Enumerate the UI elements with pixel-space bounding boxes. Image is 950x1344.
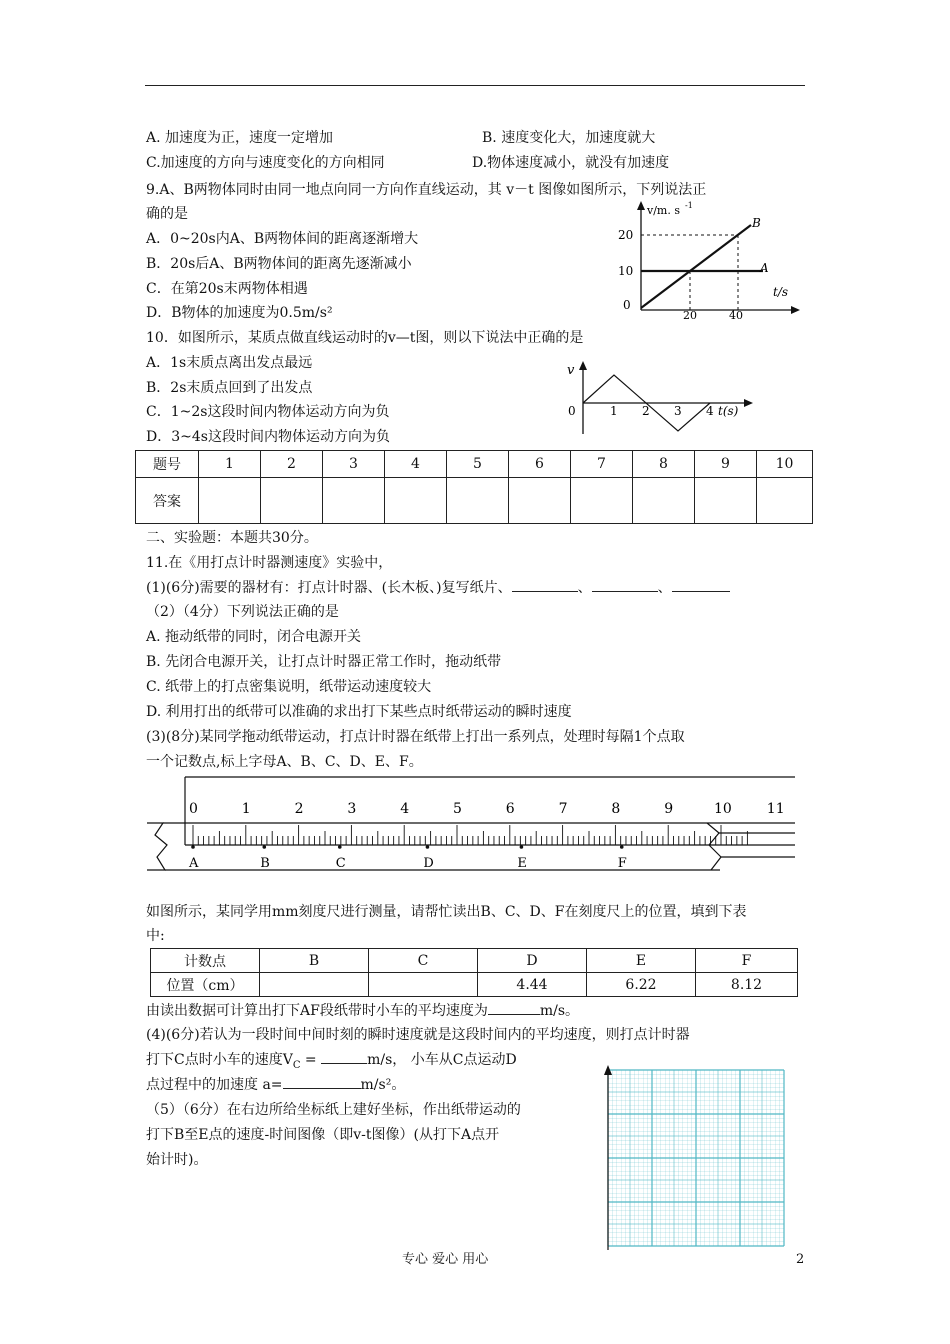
- ruler-figure: [145, 775, 805, 875]
- ruler-number: 1: [241, 801, 251, 817]
- q11-blank-1[interactable]: [512, 591, 578, 592]
- q11-part4-vc-sub: C: [292, 1059, 301, 1071]
- answer-number-3: 3: [323, 451, 385, 478]
- q11-option-a: A. 拖动纸带的同时，闭合电源开关: [146, 629, 362, 645]
- q11-average-line: [146, 1001, 579, 1021]
- tape-dot: [191, 845, 195, 849]
- q11-part4-vc-eq: =: [300, 1052, 322, 1068]
- q11-option-b: B. 先闭合电源开关，让打点计时器正常工作时，拖动纸带: [146, 654, 502, 670]
- position-row-head: 位置（cm）: [151, 973, 260, 997]
- q9-stem-line2: 确的是: [146, 206, 188, 222]
- q9-ytick-0: 0: [623, 298, 631, 312]
- footer-motto: 专心 爱心 用心: [402, 1252, 489, 1267]
- q11-average-post: m/s。: [539, 1003, 580, 1019]
- q9-vt-graph: [605, 198, 805, 320]
- tape-dot: [426, 845, 430, 849]
- q10-xtick-3: 3: [674, 404, 682, 418]
- q11-blank-3[interactable]: [672, 591, 730, 592]
- q11-part5-line3: 始计时)。: [146, 1152, 208, 1168]
- q10-xtick-4: 4: [706, 404, 714, 418]
- q9-y-label-sup: -1: [685, 201, 693, 210]
- q9-label-a: A: [760, 261, 769, 275]
- tape-point-label: C: [335, 856, 346, 871]
- q10-option-a: A．1s末质点离出发点最远: [146, 355, 313, 371]
- q10-xtick-2: 2: [642, 404, 650, 418]
- answer-table-head-answer: 答案: [136, 478, 199, 524]
- ruler-ticks: [193, 825, 747, 845]
- q8-option-b: B. 速度变化大，加速度就大: [482, 130, 656, 146]
- tape-point-label: A: [189, 856, 199, 871]
- q11-part3-line2: 一个记数点,标上字母A、B、C、D、E、F。: [146, 754, 423, 770]
- q9-y-arrow: [637, 201, 645, 210]
- section2-title: 二、实验题：本题共30分。: [146, 530, 318, 546]
- q9-line-b: [641, 225, 751, 308]
- ruler-number: 3: [347, 801, 357, 817]
- q9-option-d: D．B物体的加速度为0.5m/s²: [146, 305, 333, 321]
- position-label-b: B: [260, 949, 369, 973]
- tape-dot: [338, 845, 342, 849]
- q11-part5-line1: （5）（6分）在右边所给坐标纸上建好坐标，作出纸带运动的: [146, 1102, 521, 1118]
- header-rule: [145, 85, 805, 86]
- answer-cell-9[interactable]: [695, 478, 757, 524]
- q11-part4-line2: [146, 1050, 517, 1076]
- q10-x-arrow: [744, 399, 753, 407]
- ruler-number: 9: [664, 801, 674, 817]
- answer-cell-7[interactable]: [571, 478, 633, 524]
- q9-label-b: B: [752, 216, 761, 230]
- ruler-numbers: [189, 801, 785, 817]
- tape-point-label: D: [423, 856, 434, 871]
- answer-cell-1[interactable]: [199, 478, 261, 524]
- answer-number-8: 8: [633, 451, 695, 478]
- footer-page-number: 2: [796, 1252, 805, 1267]
- q10-option-d: D．3~4s这段时间内物体运动方向为负: [146, 429, 390, 445]
- answer-number-6: 6: [509, 451, 571, 478]
- ruler-number: 7: [558, 801, 568, 817]
- graph-paper[interactable]: [598, 1062, 790, 1254]
- q9-x-label: t/s: [773, 285, 789, 299]
- q11-option-c: C. 纸带上的打点密集说明，纸带运动速度较大: [146, 679, 432, 695]
- answer-cell-4[interactable]: [385, 478, 447, 524]
- q11-accel-blank[interactable]: [283, 1088, 361, 1089]
- q11-part5-line2: 打下B至E点的速度-时间图像（即v-t图像）(从打下A点开: [146, 1127, 500, 1143]
- q10-option-b: B．2s末质点回到了出发点: [146, 380, 313, 396]
- tape-dot: [620, 845, 624, 849]
- tape-points: [188, 845, 627, 871]
- q9-option-c: C．在第20s末两物体相遇: [146, 281, 308, 297]
- answer-number-7: 7: [571, 451, 633, 478]
- q10-vt-graph: [560, 358, 760, 438]
- position-value-b[interactable]: [260, 973, 369, 997]
- answer-number-9: 9: [695, 451, 757, 478]
- tape-point-label: E: [517, 856, 527, 871]
- answer-number-1: 1: [199, 451, 261, 478]
- answer-number-10: 10: [757, 451, 813, 478]
- tape-point-label: F: [617, 856, 627, 871]
- q9-xtick-20: 20: [683, 309, 697, 320]
- q9-xtick-40: 40: [729, 309, 743, 320]
- q10-y-arrow: [579, 361, 587, 370]
- answer-number-2: 2: [261, 451, 323, 478]
- answer-cell-6[interactable]: [509, 478, 571, 524]
- ruler-number: 0: [189, 801, 198, 817]
- position-table-head: 计数点: [151, 949, 260, 973]
- answer-table-head-number: 题号: [136, 451, 199, 478]
- q9-y-label: v/m. s: [647, 204, 680, 217]
- ruler-number: 11: [766, 801, 785, 817]
- q9-x-arrow: [791, 306, 800, 314]
- q9-option-a: A．0~20s内A、B两物体间的距离逐渐增大: [146, 231, 419, 247]
- q11-read-line2: 中:: [146, 928, 165, 944]
- q11-part4-a-pre: 点过程中的加速度 a=: [146, 1077, 283, 1093]
- tape-dot: [520, 845, 524, 849]
- tape-right-tear: [707, 823, 721, 870]
- answer-number-4: 4: [385, 451, 447, 478]
- ruler-number: 6: [505, 801, 515, 817]
- q9-option-b: B．20s后A、B两物体间的距离先逐渐减小: [146, 256, 412, 272]
- answer-cell-2[interactable]: [261, 478, 323, 524]
- position-table: [150, 948, 798, 997]
- ruler-number: 4: [400, 801, 410, 817]
- answer-cell-10[interactable]: [757, 478, 813, 524]
- position-label-f: F: [696, 949, 798, 973]
- q11-part3-line1: (3)(8分)某同学拖动纸带运动，打点计时器在纸带上打出一系列点，处理时每隔1个点取: [146, 729, 685, 745]
- q11-part1-text: (1)(6分)需要的器材有：打点计时器、(长木板、)复写纸片、: [146, 580, 512, 596]
- answer-cell-8[interactable]: [633, 478, 695, 524]
- q11-part4-a-post: m/s²。: [360, 1077, 406, 1093]
- position-value-f: 8.12: [696, 973, 798, 997]
- q11-part4-line1: (4)(6分)若认为一段时间中间时刻的瞬时速度就是这段时间内的平均速度，则打点计时器: [146, 1027, 690, 1043]
- ruler-number: 2: [294, 801, 304, 817]
- tape-point-label: B: [260, 856, 270, 871]
- q11-read-line1: 如图所示，某同学用mm刻度尺进行测量，请帮忙读出B、C、D、F在刻度尺上的位置，填到下表: [146, 904, 747, 920]
- q9-ytick-10: 10: [618, 264, 634, 278]
- answer-cell-3[interactable]: [323, 478, 385, 524]
- q11-average-blank[interactable]: [488, 1014, 540, 1015]
- q11-vc-blank[interactable]: [321, 1063, 367, 1064]
- q11-part4-vc-post: m/s， 小车从C点运动D: [367, 1052, 517, 1068]
- q11-part1: (1)(6分)需要的器材有：打点计时器、(长木板、)复写纸片、 、 、: [146, 578, 730, 598]
- ruler-number: 5: [453, 801, 462, 817]
- q10-stem: 10．如图所示，某质点做直线运动时的v—t图，则以下说法中正确的是: [146, 330, 584, 346]
- q8-option-c: C.加速度的方向与速度变化的方向相同: [146, 155, 385, 171]
- q10-origin: 0: [568, 404, 576, 418]
- ruler-number: 10: [714, 801, 732, 817]
- graph-paper-grid: [608, 1070, 784, 1246]
- tape-dot: [262, 845, 266, 849]
- position-label-d: D: [478, 949, 587, 973]
- q8-option-d: D.物体速度减小，就没有加速度: [472, 155, 670, 171]
- position-value-e: 6.22: [587, 973, 696, 997]
- position-value-d: 4.44: [478, 973, 587, 997]
- q8-option-a: A. 加速度为正，速度一定增加: [146, 130, 334, 146]
- ruler-number: 8: [611, 801, 621, 817]
- answer-number-5: 5: [447, 451, 509, 478]
- answer-table: [135, 450, 813, 524]
- q11-blank-2[interactable]: [592, 591, 658, 592]
- q11-part2: （2）（4分）下列说法正确的是: [146, 604, 339, 620]
- tape-left-tear: [147, 823, 167, 870]
- position-label-c: C: [369, 949, 478, 973]
- answer-cell-5[interactable]: [447, 478, 509, 524]
- q9-ytick-20: 20: [618, 228, 634, 242]
- q10-y-label: v: [567, 363, 575, 378]
- q10-x-label: t(s): [718, 404, 739, 418]
- q11-part4-vc-pre: 打下C点时小车的速度V: [146, 1052, 293, 1068]
- q10-option-c: C．1~2s这段时间内物体运动方向为负: [146, 404, 390, 420]
- q9-stem-line1: 9.A、B两物体同时由同一地点向同一方向作直线运动，其 v－t 图像如图所示，下列说法正: [146, 182, 707, 198]
- q11-part4-line3: [146, 1075, 405, 1095]
- position-value-c[interactable]: [369, 973, 478, 997]
- q11-average-pre: 由读出数据可计算出打下AF段纸带时小车的平均速度为: [146, 1003, 488, 1019]
- q11-stem: 11.在《用打点计时器测速度》实验中，: [146, 555, 393, 571]
- q10-xtick-1: 1: [610, 404, 618, 418]
- position-label-e: E: [587, 949, 696, 973]
- q11-option-d: D. 利用打出的纸带可以准确的求出打下某些点时纸带运动的瞬时速度: [146, 704, 572, 720]
